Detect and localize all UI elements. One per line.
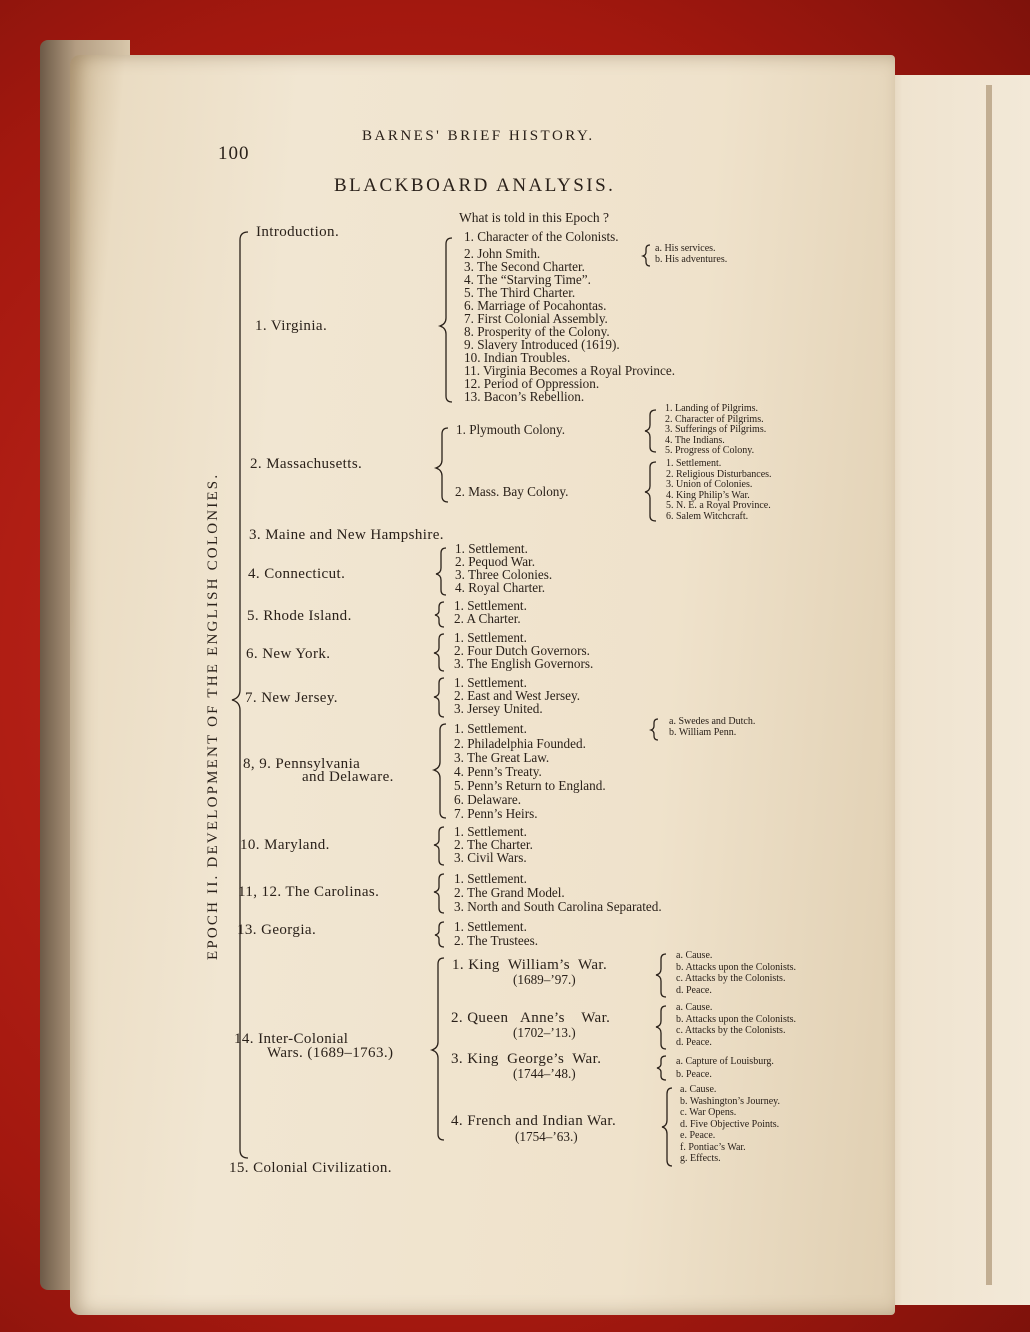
- list-item: 1. Settlement.: [454, 675, 527, 690]
- list-item: 3. North and South Carolina Separated.: [454, 899, 662, 914]
- list-item: 4. Royal Charter.: [455, 580, 546, 595]
- list-item: b. Peace.: [676, 1068, 712, 1080]
- georgia-list: [454, 920, 538, 947]
- list-item: 1. Settlement.: [454, 871, 527, 886]
- list-item: 2. Religious Disturbances.: [666, 468, 772, 480]
- kg-bracket: [657, 1056, 666, 1080]
- french-indian-sublist: [680, 1085, 780, 1165]
- list-item: 1. Settlement.: [454, 630, 527, 645]
- list-item: d. Five Objective Points.: [680, 1118, 780, 1130]
- list-item: 6. Salem Witchcraft.: [666, 510, 749, 522]
- epoch-question: What is told in this Epoch ?: [459, 210, 609, 225]
- rhode-list: [454, 599, 527, 625]
- list-item: a. Cause.: [680, 1084, 717, 1095]
- penn-settlement-sublist: [669, 717, 755, 738]
- kw-bracket: [656, 954, 666, 997]
- list-item: 8. Prosperity of the Colony.: [464, 324, 610, 339]
- king-william-sublist: [676, 951, 796, 996]
- list-item: b. William Penn.: [669, 726, 737, 738]
- list-item: 6. Delaware.: [454, 792, 521, 807]
- maryland-label: 10. Maryland.: [240, 837, 330, 853]
- list-item: 2. Character of Pilgrims.: [665, 413, 764, 425]
- list-item: 3. Sufferings of Pilgrims.: [665, 424, 767, 435]
- queen-anne-years: (1702–’13.): [513, 1025, 576, 1040]
- list-item: e. Peace.: [680, 1130, 716, 1141]
- maryland-bracket: [434, 827, 444, 865]
- qa-bracket: [656, 1006, 666, 1049]
- georgia-label: 13. Georgia.: [237, 922, 317, 938]
- list-item: 6. Marriage of Pocahontas.: [464, 298, 607, 313]
- list-item: c. Attacks by the Colonists.: [676, 973, 786, 984]
- list-item: 3. Civil Wars.: [454, 850, 527, 865]
- list-item: 3. The English Governors.: [454, 656, 594, 671]
- list-item: 3. Three Colonies.: [455, 567, 553, 582]
- list-item: b. Attacks upon the Colonists.: [676, 961, 796, 973]
- list-item: 1. Character of the Colonists.: [464, 229, 619, 244]
- smith-sublist: [655, 244, 727, 265]
- newjersey-list: [454, 676, 580, 715]
- list-item: 5. The Third Charter.: [464, 285, 576, 300]
- running-title: BARNES' BRIEF HISTORY.: [362, 128, 595, 144]
- list-item: 2. The Charter.: [454, 837, 533, 852]
- newyork-bracket: [434, 634, 444, 671]
- list-item: 2. John Smith.: [464, 246, 541, 261]
- wars-bracket: [432, 958, 444, 1140]
- list-item: 2. Pequod War.: [455, 554, 536, 569]
- list-item: f. Pontiac’s War.: [680, 1141, 746, 1153]
- virginia-label: 1. Virginia.: [255, 318, 328, 334]
- list-item: d. Peace.: [676, 984, 712, 996]
- list-item: 2. The Trustees.: [454, 933, 539, 948]
- list-item: 7. First Colonial Assembly.: [464, 311, 608, 326]
- list-item: 5. N. E. a Royal Province.: [666, 500, 771, 511]
- list-item: 1. Settlement.: [454, 598, 527, 613]
- list-item: c. Attacks by the Colonists.: [676, 1025, 786, 1036]
- list-item: d. Peace.: [676, 1036, 712, 1048]
- list-item: 4. The “Starving Time”.: [464, 272, 591, 287]
- king-george-years: (1744–’48.): [513, 1066, 576, 1081]
- list-item: a. Cause.: [676, 1002, 713, 1013]
- list-item: 1. Settlement.: [454, 919, 527, 934]
- wars-label-2: Wars. (1689–1763.): [267, 1045, 394, 1061]
- rhode-label: 5. Rhode Island.: [247, 608, 352, 624]
- massachusetts-bracket: [436, 428, 448, 502]
- list-item: 13. Bacon’s Rebellion.: [464, 389, 585, 404]
- connecticut-bracket: [436, 548, 446, 595]
- carolinas-label: 11, 12. The Carolinas.: [238, 884, 380, 900]
- georgia-bracket: [435, 922, 444, 947]
- bay-label: 2. Mass. Bay Colony.: [455, 484, 569, 499]
- king-george-sublist: [676, 1057, 774, 1080]
- penn-list: [454, 722, 606, 820]
- rhode-bracket: [435, 602, 444, 627]
- carolinas-list: [454, 872, 662, 913]
- newjersey-label: 7. New Jersey.: [245, 690, 338, 706]
- list-item: 7. Penn’s Heirs.: [454, 806, 538, 821]
- list-item: 3. The Second Charter.: [464, 259, 585, 274]
- list-item: 2. The Grand Model.: [454, 885, 565, 900]
- french-indian-years: (1754–’63.): [515, 1129, 578, 1144]
- newyork-list: [454, 631, 593, 670]
- penn-label: 8, 9. Pennsylvania: [243, 756, 361, 772]
- list-item: a. Swedes and Dutch.: [669, 716, 756, 727]
- page-number: 100: [218, 143, 250, 164]
- wars-label: 14. Inter-Colonial: [234, 1031, 349, 1047]
- page-title: BLACKBOARD ANALYSIS.: [334, 175, 616, 196]
- list-item: 4. The Indians.: [665, 434, 725, 446]
- virginia-list: [464, 230, 675, 403]
- bay-sublist: [666, 459, 772, 522]
- list-item: 1. Settlement.: [454, 824, 527, 839]
- penn-label-2: and Delaware.: [302, 769, 394, 785]
- newyork-label: 6. New York.: [246, 646, 331, 662]
- list-item: 2. East and West Jersey.: [454, 688, 581, 703]
- maine-label: 3. Maine and New Hampshire.: [249, 527, 444, 543]
- list-item: 1. Settlement.: [666, 458, 722, 469]
- king-william-years: (1689–’97.): [513, 972, 576, 987]
- french-indian-war: 4. French and Indian War.: [451, 1113, 617, 1129]
- plymouth-bracket: [645, 410, 656, 452]
- list-item: 1. Settlement.: [454, 721, 527, 736]
- massachusetts-label: 2. Massachusetts.: [250, 456, 363, 472]
- introduction-label: Introduction.: [256, 224, 340, 240]
- plymouth-sublist: [665, 404, 766, 457]
- list-item: b. His adventures.: [655, 253, 728, 265]
- list-item: 1. Landing of Pilgrims.: [665, 403, 759, 414]
- list-item: 11. Virginia Becomes a Royal Province.: [464, 363, 676, 378]
- queen-anne-sublist: [676, 1003, 796, 1048]
- connecticut-label: 4. Connecticut.: [248, 566, 346, 582]
- list-item: 2. A Charter.: [454, 611, 521, 626]
- list-item: 3. Jersey United.: [454, 701, 543, 716]
- fi-bracket: [662, 1088, 672, 1166]
- list-item: 10. Indian Troubles.: [464, 350, 571, 365]
- list-item: b. Washington’s Journey.: [680, 1095, 781, 1107]
- connecticut-list: [455, 542, 552, 594]
- epoch-label: EPOCH II. DEVELOPMENT OF THE ENGLISH COLONIES.: [205, 472, 221, 960]
- bay-bracket: [645, 462, 656, 521]
- plymouth-label: 1. Plymouth Colony.: [456, 422, 566, 437]
- list-item: 2. Four Dutch Governors.: [454, 643, 590, 658]
- civilization-label: 15. Colonial Civilization.: [229, 1160, 392, 1176]
- list-item: 4. Penn’s Treaty.: [454, 764, 542, 779]
- list-item: 2. Philadelphia Founded.: [454, 736, 586, 751]
- list-item: a. Cause.: [676, 950, 713, 961]
- list-item: c. War Opens.: [680, 1107, 737, 1118]
- list-item: 5. Penn’s Return to England.: [454, 778, 606, 793]
- list-item: 4. King Philip’s War.: [666, 489, 750, 501]
- penn-bracket: [434, 724, 446, 818]
- king-william-war: 1. King William’s War.: [452, 957, 608, 973]
- list-item: b. Attacks upon the Colonists.: [676, 1013, 796, 1025]
- penn-settlement-bracket: [651, 719, 658, 740]
- maryland-list: [454, 825, 533, 864]
- list-item: a. His services.: [655, 243, 716, 254]
- queen-anne-war: 2. Queen Anne’s War.: [451, 1010, 611, 1026]
- list-item: 1. Settlement.: [455, 541, 528, 556]
- list-item: g. Effects.: [680, 1153, 721, 1164]
- list-item: 12. Period of Oppression.: [464, 376, 600, 391]
- newjersey-bracket: [434, 678, 444, 717]
- list-item: 3. Union of Colonies.: [666, 479, 753, 490]
- list-item: 3. The Great Law.: [454, 750, 550, 765]
- carolinas-bracket: [434, 874, 444, 913]
- king-george-war: 3. King George’s War.: [451, 1051, 602, 1067]
- list-item: 5. Progress of Colony.: [665, 445, 755, 456]
- list-item: 9. Slavery Introduced (1619).: [464, 337, 620, 352]
- virginia-bracket: [440, 238, 452, 402]
- list-item: a. Capture of Louisburg.: [676, 1056, 774, 1067]
